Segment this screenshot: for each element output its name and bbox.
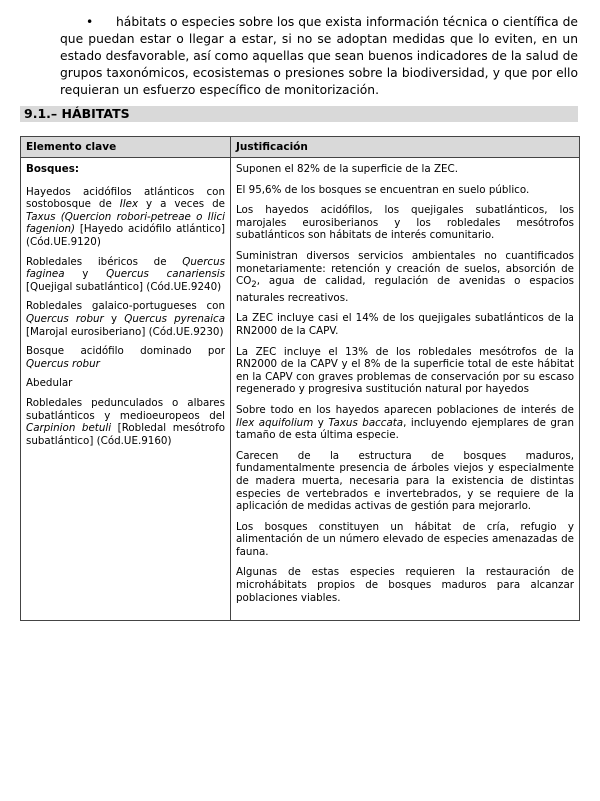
species-name: Ilex aquifolium	[236, 416, 314, 429]
justification-1: Suponen el 82% de la superficie de la ZEC.	[236, 163, 458, 175]
species-name: Quercus canariensis	[106, 268, 225, 281]
element-hayedos	[26, 186, 225, 249]
justification-10: Algunas de estas especies requieren la restauración de microhábitats propios de bosques maduros para alcanzar poblaciones viables.	[236, 566, 574, 604]
text-run: y	[103, 312, 125, 325]
text-run: y a veces de	[138, 198, 225, 211]
species-name: Quercus pyrenaica	[124, 312, 226, 325]
justification-cell	[231, 158, 580, 621]
species-name: Ilex	[119, 198, 139, 211]
text-run: , incluyendo ejemplares de gran tamaño de esta última especie.	[236, 416, 574, 442]
header-justification: Justificación	[231, 137, 580, 158]
text-run: Bosque acidófilo dominado por	[26, 345, 225, 358]
justification-6: La ZEC incluye el 13% de los robledales mesótrofos de la RN2000 de la CAPV y el 8% de la superficie total de este hábitat en la CAPV con graves problemas de conservación por su escaso regenerado y progresiva sustitución natural por hayedos	[236, 345, 574, 396]
text-run: [Quejigal subatlántico] (Cód.UE.9240)	[26, 280, 222, 293]
justification-7	[236, 404, 574, 442]
justification-2: El 95,6% de los bosques se encuentran en suelo público.	[236, 183, 530, 196]
text-run: y	[64, 268, 107, 281]
element-robledales-galaico	[26, 300, 225, 338]
justification-3: Los hayedos acidófilos, los quejigales subatlánticos, los marojales eurosiberianos y los robledales mesótrofos subatlánticos son hábitats de interés comunitario.	[236, 204, 574, 242]
text-run: [Marojal eurosiberiano] (Cód.UE.9230)	[26, 325, 224, 338]
species-name: Quercus robur	[26, 312, 104, 325]
element-cell	[21, 158, 231, 621]
subscript: 2	[251, 280, 257, 291]
text-run: Suministran diversos servicios ambientales no cuantificados monetariamente: retención y creación de suelos, absorción de CO	[236, 249, 574, 288]
element-robledales-ibericos	[26, 256, 225, 294]
species-name: Carpinion betuli	[26, 422, 112, 435]
table-row	[21, 158, 580, 621]
element-bosque-acidofilo	[26, 345, 225, 370]
element-robledales-pedunculados	[26, 397, 225, 447]
species-name: Quercus robur	[26, 357, 100, 370]
header-element: Elemento clave	[21, 137, 231, 158]
species-name: Taxus (Quercion robori-petreae o Ilici fagenion)	[26, 210, 225, 236]
text-run: [Robledal mesótrofo subatlántico] (Cód.UE.9160)	[26, 422, 226, 447]
text-run: Robledales ibéricos de	[26, 255, 183, 268]
text-run: Robledales pedunculados o albares subatlánticos y medioeuropeos del	[26, 396, 225, 422]
intro-bullet-paragraph	[60, 14, 578, 99]
text-run: y	[313, 416, 329, 429]
text-run: Sobre todo en los hayedos aparecen poblaciones de interés de	[236, 403, 574, 416]
species-name: Taxus baccata	[328, 416, 404, 429]
justification-5: La ZEC incluye casi el 14% de los quejigales subatlánticos de la RN2000 de la CAPV.	[236, 312, 574, 337]
text-run: Hayedos acidófilos atlánticos con sostobosque de	[26, 185, 225, 211]
habitats-table	[20, 136, 580, 621]
text-run: [Hayedo acidófilo atlántico] (Cód.UE.9120)	[26, 223, 225, 248]
element-title: Bosques:	[26, 163, 79, 175]
justification-4	[236, 250, 574, 304]
intro-text: hábitats o especies sobre los que exista información técnica o científica de que puedan estar o llegar a estar, si no se adoptan medidas que lo eviten, en un estado desfavorable, así como aquellas que sean buenos indicadores de la salud de grupos taxonómicos, ecosistemas o presiones sobre la biodiversidad, y que por ello requieran un esfuerzo específico de monitorización.	[60, 15, 578, 97]
bullet-icon: •	[86, 15, 94, 29]
section-heading: 9.1.– HÁBITATS	[20, 106, 578, 122]
text-run: , agua de calidad, regulación de avenidas o espacios naturales recreativos.	[236, 275, 574, 304]
species-name: Quercus faginea	[26, 255, 225, 281]
justification-9: Los bosques constituyen un hábitat de cría, refugio y alimentación de un número elevado de especies amenazadas de fauna.	[236, 520, 574, 558]
justification-8: Carecen de la estructura de bosques maduros, fundamentalmente presencia de árboles viejos y especialmente de madera muerta, necesaria para la existencia de distintas especies de vertebrados e invertebrados, y se requiere de la aplicación de medidas activas de gestión para mejorarlo.	[236, 449, 574, 513]
element-abedular: Abedular	[26, 377, 73, 390]
table-header-row	[21, 137, 580, 158]
text-run: Robledales galaico-portugueses con	[26, 300, 225, 313]
